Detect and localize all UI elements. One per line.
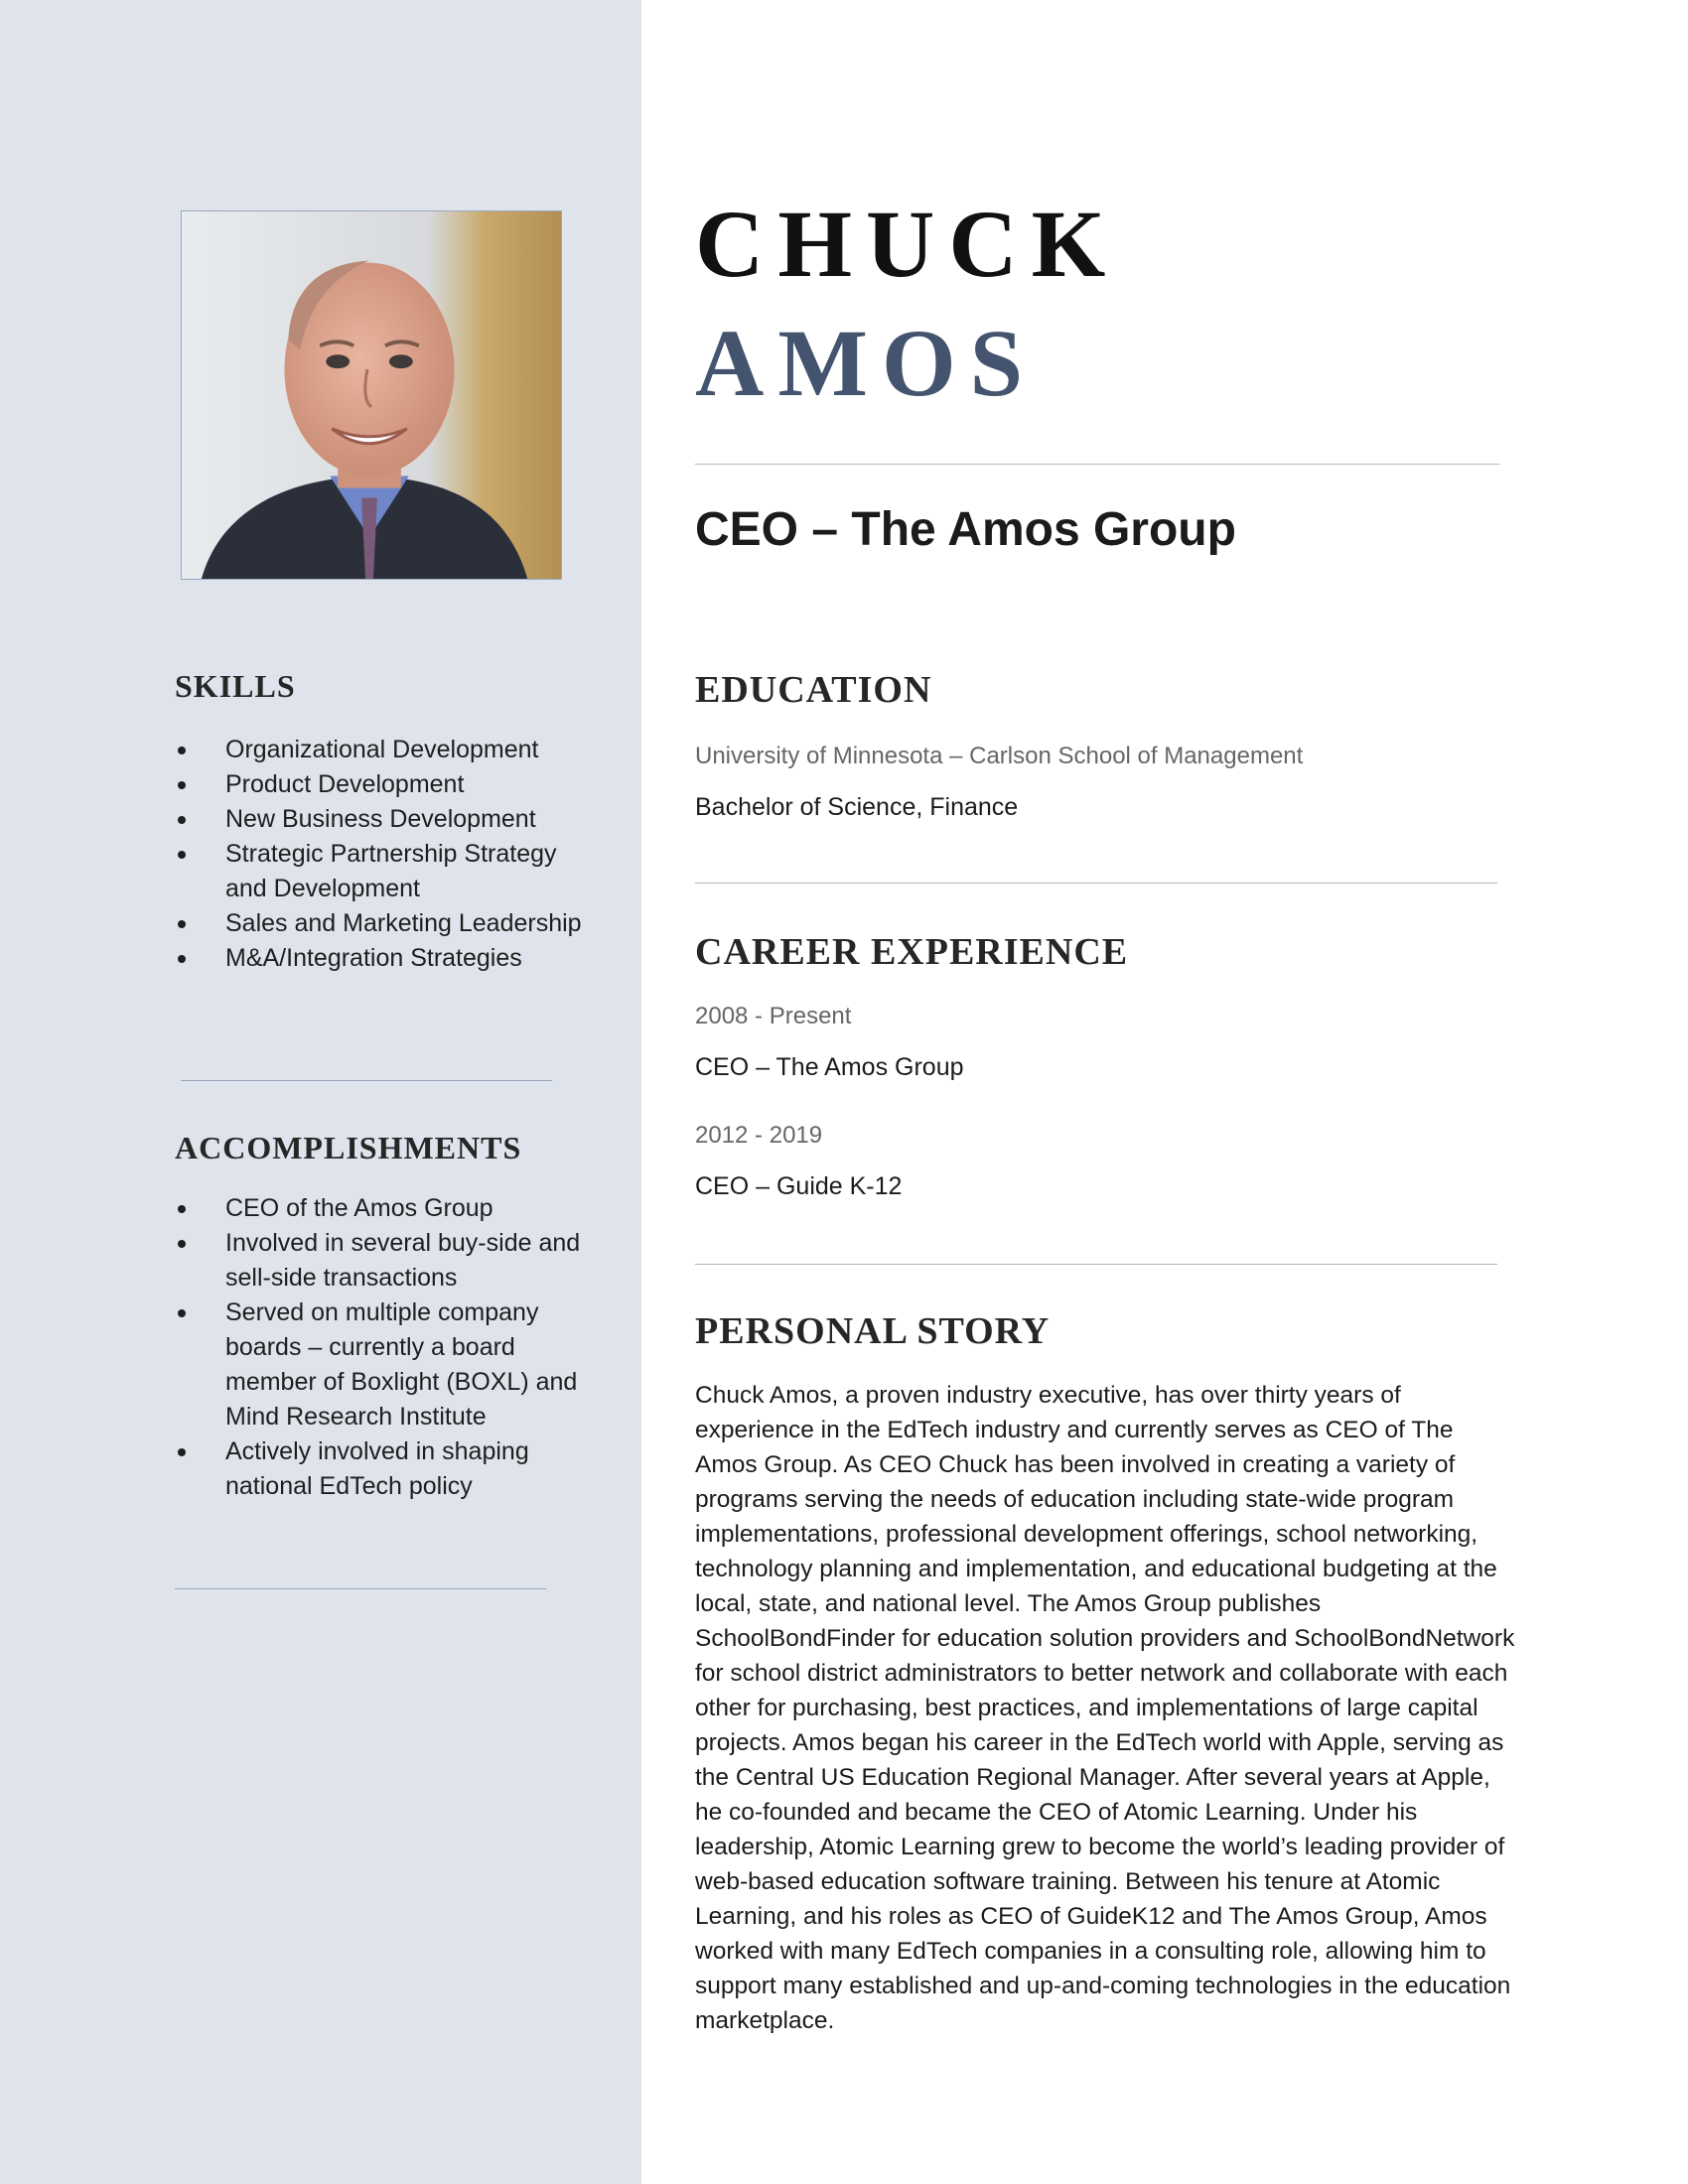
first-name: CHUCK — [695, 191, 1120, 297]
career-role: CEO – Guide K-12 — [695, 1172, 903, 1200]
list-item: Served on multiple company boards – currently a board member of Boxlight (BOXL) and Mind Research Institute — [175, 1296, 592, 1434]
sidebar-divider — [181, 1080, 552, 1081]
career-dates: 2012 - 2019 — [695, 1122, 823, 1149]
career-role: CEO – The Amos Group — [695, 1053, 964, 1081]
list-item: Sales and Marketing Leadership — [175, 906, 592, 941]
list-item: Actively involved in shaping national EdTech policy — [175, 1434, 592, 1504]
story-text: Chuck Amos, a proven industry executive, has over thirty years of experience in the EdTech industry and currently serves as CEO of The Amos Group. As CEO Chuck has been involved in creating a variety of programs serving the needs of education including state-wide program implementations, professional development offerings, school networking, technology planning and implementation, and educational budgeting at the local, state, and national level. The Amos Group publishes SchoolBondFinder for education solution providers and SchoolBondNetwork for school district administrators to better network and collaborate with each other for purchasing, best practices, and implementations of large capital projects. Amos began his career in the EdTech world with Apple, serving as the Central US Education Regional Manager. After several years at Apple, he co-founded and became the CEO of Atomic Learning. Under his leadership, Atomic Learning grew to become the world’s leading provider of web-based education software training. Between his tenure at Atomic Learning, and his roles as CEO of GuideK12 and The Amos Group, Amos worked with many EdTech companies in a consulting role, allowing him to support many established and up-and-coming technologies in the education marketplace. — [695, 1382, 1515, 2034]
list-item: M&A/Integration Strategies — [175, 941, 592, 976]
list-item: Organizational Development — [175, 733, 592, 767]
section-divider — [695, 464, 1499, 465]
profile-photo-illustration — [182, 211, 561, 579]
career-heading: CAREER EXPERIENCE — [695, 931, 1129, 973]
list-item: CEO of the Amos Group — [175, 1191, 592, 1226]
list-item: Involved in several buy-side and sell-side transactions — [175, 1226, 592, 1296]
skills-list — [175, 733, 592, 976]
list-item: Strategic Partnership Strategy and Development — [175, 837, 592, 906]
education-heading: EDUCATION — [695, 669, 932, 711]
story-heading: PERSONAL STORY — [695, 1310, 1051, 1352]
list-item: Product Development — [175, 767, 592, 802]
job-title: CEO – The Amos Group — [695, 503, 1236, 556]
accomplishments-heading: ACCOMPLISHMENTS — [175, 1130, 522, 1165]
section-divider — [695, 883, 1497, 884]
sidebar — [0, 0, 641, 2184]
list-item: New Business Development — [175, 802, 592, 837]
profile-photo — [181, 210, 562, 580]
section-divider — [695, 1264, 1497, 1265]
accomplishments-list — [175, 1191, 592, 1504]
education-degree: Bachelor of Science, Finance — [695, 793, 1019, 821]
career-dates: 2008 - Present — [695, 1003, 852, 1029]
education-school: University of Minnesota – Carlson School of Management — [695, 743, 1304, 769]
last-name: AMOS — [695, 310, 1037, 416]
skills-heading: SKILLS — [175, 668, 296, 704]
sidebar-divider — [175, 1588, 546, 1589]
